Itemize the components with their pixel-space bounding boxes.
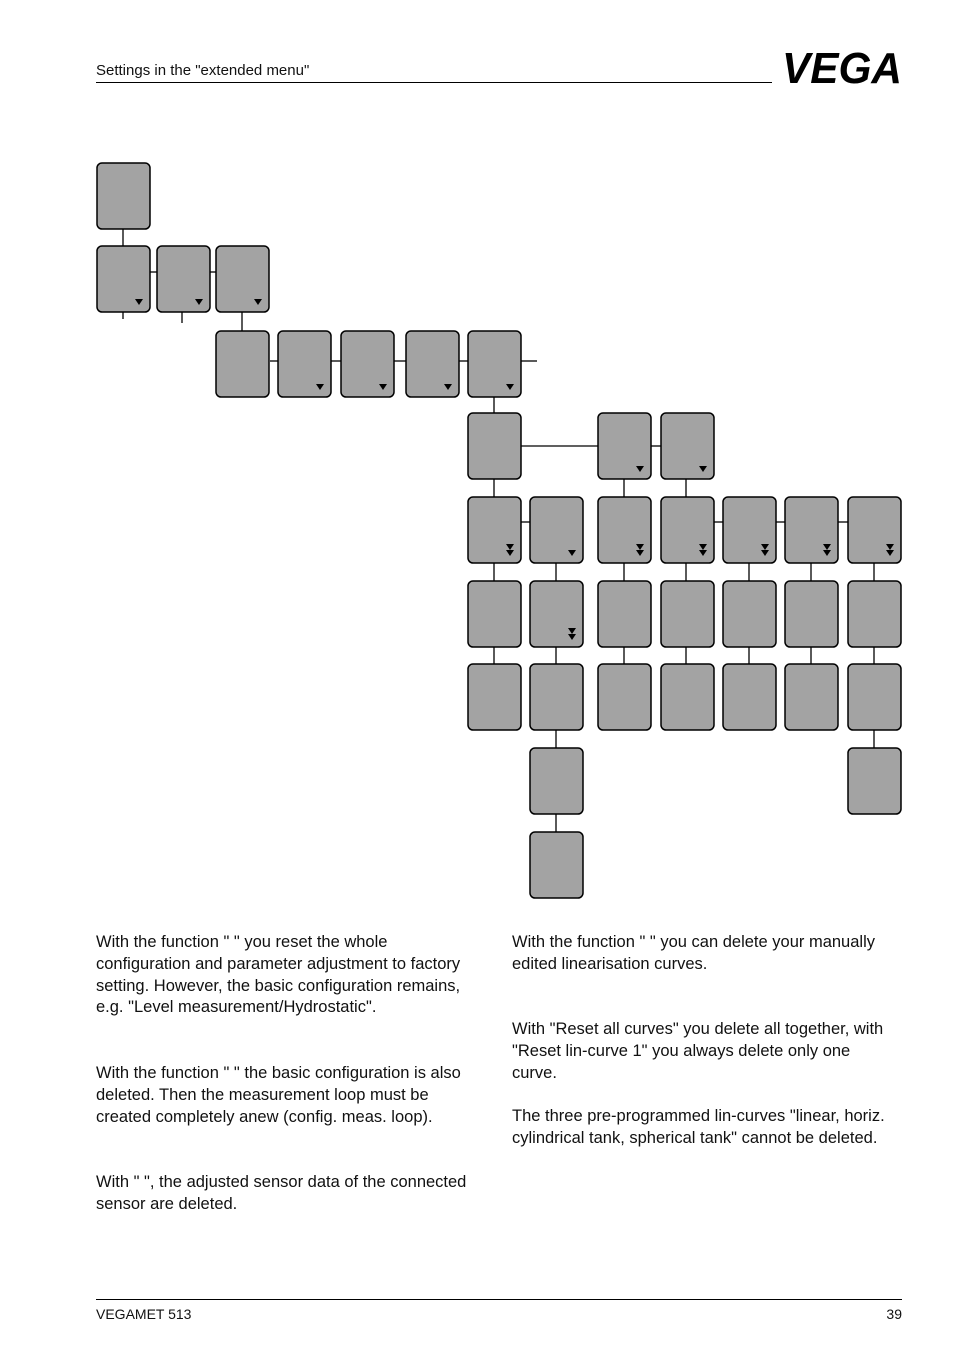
footer-rule [96, 1299, 902, 1300]
menu-box [848, 581, 901, 647]
menu-box [661, 497, 714, 563]
menu-box [216, 331, 269, 397]
paragraph-sensor-data: With " ", the adjusted sensor data of the connected sensor are deleted. [96, 1173, 467, 1213]
paragraph-reset-settings: With the function " " you reset the whole configuration and parameter adjustment to factory setting. However, the basic configuration remains, e.g. "Level measurement/Hydrostatic". [96, 933, 461, 1017]
menu-box [723, 664, 776, 730]
menu-box [468, 664, 521, 730]
menu-box [598, 413, 651, 479]
menu-box [848, 748, 901, 814]
menu-box [661, 581, 714, 647]
menu-box [598, 664, 651, 730]
menu-box [406, 331, 459, 397]
menu-box [278, 331, 331, 397]
menu-box [848, 497, 901, 563]
menu-box [661, 413, 714, 479]
svg-text:VEGA: VEGA [782, 48, 902, 88]
menu-box [530, 832, 583, 898]
menu-box [785, 497, 838, 563]
header-title: Settings in the "extended menu" [96, 62, 310, 79]
menu-box [530, 497, 583, 563]
paragraph-basic-config: With the function " " the basic configuration is also deleted. Then the measurement loop must be created completely anew (config. meas. loop). [96, 1064, 461, 1126]
menu-box [97, 246, 150, 312]
menu-box [468, 331, 521, 397]
menu-box [723, 581, 776, 647]
paragraph-reset-all-curves: With "Reset all curves" you delete all together, with "Reset lin-curve 1" you always delete only one curve. [512, 1020, 884, 1082]
footer-page-number: 39 [886, 1306, 902, 1322]
menu-box [468, 413, 521, 479]
menu-box [785, 664, 838, 730]
menu-box [97, 163, 150, 229]
paragraph-lin-curves: With the function " " you can delete your manually edited linearisation curves. [512, 933, 875, 973]
menu-box [157, 246, 210, 312]
menu-box [598, 497, 651, 563]
menu-box [468, 497, 521, 563]
menu-box [785, 581, 838, 647]
menu-box [661, 664, 714, 730]
menu-box [530, 664, 583, 730]
menu-box [598, 581, 651, 647]
menu-box [530, 581, 583, 647]
menu-box [468, 581, 521, 647]
menu-box [216, 246, 269, 312]
paragraph-preprogrammed: The three pre-programmed lin-curves "linear, horiz. cylindrical tank, spherical tank" cannot be deleted. [512, 1107, 885, 1147]
menu-box [848, 664, 901, 730]
menu-box [530, 748, 583, 814]
menu-box [723, 497, 776, 563]
menu-box [341, 331, 394, 397]
footer-product: VEGAMET 513 [96, 1306, 192, 1322]
